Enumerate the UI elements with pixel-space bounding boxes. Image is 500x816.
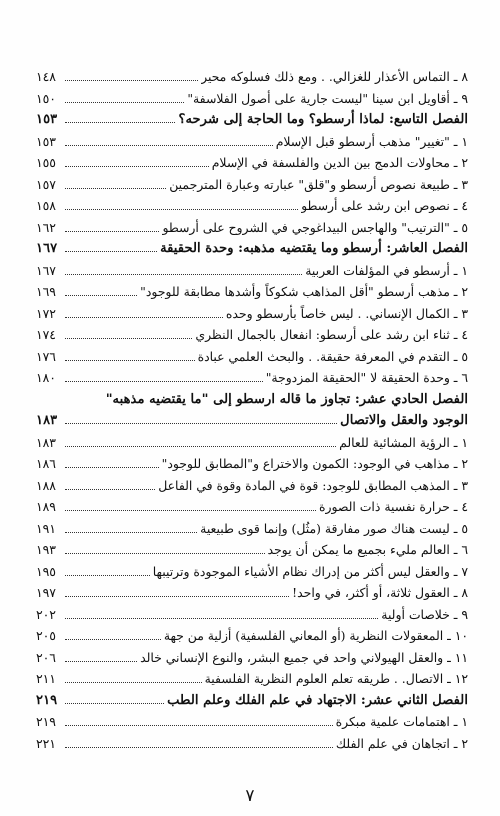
- dot-leader: [65, 563, 150, 575]
- toc-entry: [36, 453, 468, 475]
- toc-page-number: ١٩٧: [36, 585, 56, 600]
- toc-page-number: ١٦٧: [36, 241, 58, 256]
- toc-entry: [36, 711, 468, 733]
- toc-page-number: ١٨٩: [36, 499, 56, 514]
- dot-leader: [65, 370, 263, 382]
- toc-page-number: ١٦٩: [36, 284, 56, 299]
- toc-entry-title: الوجود والعقل والاتصال: [340, 413, 468, 428]
- toc-entry-title: ١١ ـ والعقل الهيولاني واحد في جميع البشر، والنوع الإنساني خالد: [140, 649, 468, 665]
- toc-entry-title: الفصل العاشر: أرسطو وما يقتضيه مذهبه: وحدة الحقيقة: [160, 241, 468, 256]
- toc-page-number: ١٥٥: [36, 155, 56, 170]
- dot-leader: [65, 176, 166, 188]
- toc-entry-title: ٩ ـ خلاصات أولية: [381, 606, 468, 622]
- toc-entry: [36, 131, 468, 153]
- toc-entry: [36, 518, 468, 540]
- toc-entry: [36, 561, 468, 583]
- toc-page-number: ١٥٨: [36, 198, 56, 213]
- dot-leader: [65, 284, 137, 296]
- dot-leader: [65, 735, 333, 747]
- toc-page-number: ١٥٧: [36, 176, 56, 192]
- toc-entry-title: ١ ـ الرؤية المشائية للعالم: [339, 434, 468, 450]
- toc-entry: [36, 475, 468, 497]
- toc-entry: [36, 367, 468, 389]
- toc-page-number: ٢١٩: [36, 692, 58, 708]
- toc-entry-title: ٣ ـ الكمال الإنساني. . ليس خاصاً بأرسطو وحده: [225, 305, 468, 321]
- toc-entry: [36, 625, 468, 647]
- toc-entry-title: ٣ ـ المذهب المطابق للوجود: قوة في المادة وقوة في الفاعل: [158, 477, 468, 493]
- toc-entry-title: ٤ ـ نصوص ابن رشد على أرسطو: [301, 198, 468, 213]
- toc-entry-title: ١٠ ـ المعقولات النظرية (أو المعاني الفلسفية) أزلية من جهة: [163, 628, 468, 643]
- toc-entry: [36, 582, 468, 604]
- toc-page-number: ١٧٢: [36, 305, 56, 321]
- dot-leader: [65, 542, 265, 554]
- toc-page-number: ١٨٣: [36, 434, 56, 450]
- toc-entry-title: ٢ ـ محاولات الدمج بين الدين والفلسفة في الإسلام: [211, 155, 468, 170]
- dot-leader: [65, 305, 223, 317]
- dot-leader: [65, 456, 159, 468]
- toc-entry-title: ٩ ـ أقاويل ابن سينا "ليست جارية على أصول الفلاسفة": [187, 90, 468, 106]
- toc-page-number: ١٧٦: [36, 348, 56, 364]
- toc-page-number: ٢١١: [36, 671, 56, 686]
- toc-entry-title: ٦ ـ العالم مليء بجميع ما يمكن أن يوجد: [267, 542, 468, 557]
- dot-leader: [65, 239, 157, 252]
- toc-entry-title: ٨ ـ التماس الأعذار للغزالي. . ومع ذلك فسلوكه محير: [201, 69, 468, 84]
- toc-entry: [36, 174, 468, 196]
- toc-entry-title: ٥ ـ ليست هناك صور مفارقة (مثُل) وإنما قوى طبيعية: [200, 520, 468, 536]
- toc-entry: [36, 281, 468, 303]
- dot-leader: [65, 110, 175, 123]
- toc-page-number: ٢٠٢: [36, 606, 56, 622]
- table-of-contents: [36, 66, 468, 754]
- toc-entry: [36, 260, 468, 282]
- dot-leader: [65, 649, 137, 661]
- toc-entry: [36, 496, 468, 518]
- toc-chapter-heading: [36, 389, 468, 411]
- toc-entry: [36, 66, 468, 88]
- toc-entry-title: ٥ ـ "الترتيب" والهاجس البيداغوجي في الشروح على أرسطو: [162, 219, 468, 235]
- dot-leader: [65, 327, 192, 339]
- dot-leader: [65, 671, 202, 683]
- toc-page-number: ١٨٦: [36, 456, 56, 471]
- dot-leader: [65, 499, 316, 511]
- toc-entry-title: ٤ ـ ثناء ابن رشد على أرسطو: انفعال بالجمال النظري: [195, 327, 468, 342]
- toc-entry: [36, 733, 468, 755]
- toc-entry-title: ١ ـ "تغيير" مذهب أرسطو قبل الإسلام: [275, 133, 468, 149]
- toc-entry: [36, 647, 468, 669]
- dot-leader: [65, 714, 333, 726]
- toc-entry-title: ٦ ـ وحدة الحقيقة لا "الحقيقة المزدوجة": [265, 370, 468, 385]
- dot-leader: [65, 520, 197, 532]
- toc-page-number: ١٨٠: [36, 370, 56, 385]
- toc-page-number: ٢٠٥: [36, 628, 56, 643]
- toc-entry-title: ١ ـ أرسطو في المؤلفات العربية: [305, 262, 468, 278]
- toc-entry-title: الفصل التاسع: لماذا أرسطو؟ وما الحاجة إلى شرحه؟: [178, 112, 468, 127]
- dot-leader: [65, 198, 298, 210]
- toc-page-number: ١٧٤: [36, 327, 56, 342]
- dot-leader: [65, 691, 164, 704]
- toc-entry-title: ٢ ـ مذهب أرسطو "أقل المذاهب شكوكاً وأشدها مطابقة للوجود": [140, 284, 468, 299]
- dot-leader: [65, 155, 209, 167]
- dot-leader: [65, 219, 159, 231]
- toc-entry-title: ١ ـ اهتمامات علمية مبكرة: [335, 714, 468, 729]
- toc-entry: [36, 432, 468, 454]
- dot-leader: [65, 262, 302, 274]
- toc-entry: [36, 604, 468, 626]
- dot-leader: [65, 606, 378, 618]
- toc-entry-title: ٢ ـ مذاهب في الوجود: الكمون والاختراع و"المطابق للوجود": [161, 456, 468, 471]
- dot-leader: [65, 90, 184, 102]
- toc-page-number: ١٦٢: [36, 219, 56, 235]
- toc-page-number: ١٥٠: [36, 90, 56, 106]
- toc-entry: [36, 346, 468, 368]
- page-number: ٧: [245, 786, 255, 806]
- toc-entry-title: الفصل الحادي عشر: تجاوز ما قاله ارسطو إلى "ما يقتضيه مذهبه": [105, 391, 468, 407]
- toc-chapter-heading: [36, 410, 468, 432]
- toc-page-number: ١٨٨: [36, 477, 56, 493]
- dot-leader: [65, 585, 289, 597]
- dot-leader: [65, 477, 155, 489]
- toc-entry-title: ٥ ـ التقدم في المعرفة حقيقة. . والبحث العلمي عبادة: [197, 348, 468, 364]
- toc-entry: [36, 539, 468, 561]
- toc-entry-title: ٤ ـ حرارة نفسية ذات الصورة: [318, 499, 468, 514]
- dot-leader: [65, 434, 336, 446]
- toc-entry: [36, 195, 468, 217]
- toc-page-number: ٢١٩: [36, 714, 56, 729]
- toc-page-number: ١٤٨: [36, 69, 56, 84]
- toc-entry-title: ٨ ـ العقول ثلاثة، أو أكثر، في واحد!: [292, 585, 468, 600]
- toc-entry: [36, 303, 468, 325]
- toc-chapter-heading: [36, 690, 468, 712]
- toc-page-number: ٢٢١: [36, 735, 56, 751]
- toc-page-number: ١٥٣: [36, 133, 56, 149]
- toc-page-number: ١٥٣: [36, 112, 58, 127]
- toc-entry: [36, 668, 468, 690]
- toc-entry-title: ٢ ـ اتجاهان في علم الفلك: [335, 735, 468, 751]
- dot-leader: [65, 348, 195, 360]
- toc-entry: [36, 324, 468, 346]
- toc-entry-title: ١٢ ـ الاتصال. . طريقه تعلم العلوم النظرية الفلسفية: [204, 671, 468, 686]
- toc-page-number: ١٦٧: [36, 262, 56, 278]
- dot-leader: [65, 133, 273, 145]
- toc-entry: [36, 88, 468, 110]
- toc-chapter-heading: [36, 109, 468, 131]
- toc-entry: [36, 152, 468, 174]
- toc-page-number: ١٨٣: [36, 413, 58, 428]
- toc-entry-title: الفصل الثاني عشر: الاجتهاد في علم الفلك وعلم الطب: [167, 692, 468, 708]
- toc-page-number: ١٩١: [36, 520, 56, 536]
- toc-page-number: ١٩٣: [36, 542, 56, 557]
- toc-chapter-heading: [36, 238, 468, 260]
- dot-leader: [65, 69, 198, 81]
- toc-entry-title: ٧ ـ والعقل ليس أكثر من إدراك نظام الأشياء الموجودة وترتيبها: [152, 563, 468, 579]
- dot-leader: [65, 411, 337, 424]
- dot-leader: [65, 628, 161, 640]
- toc-entry: [36, 217, 468, 239]
- toc-entry-title: ٣ ـ طبيعة نصوص أرسطو و"قلق" عبارته وعبارة المترجمين: [169, 176, 468, 192]
- toc-page-number: ١٩٥: [36, 563, 56, 579]
- toc-page-number: ٢٠٦: [36, 649, 56, 665]
